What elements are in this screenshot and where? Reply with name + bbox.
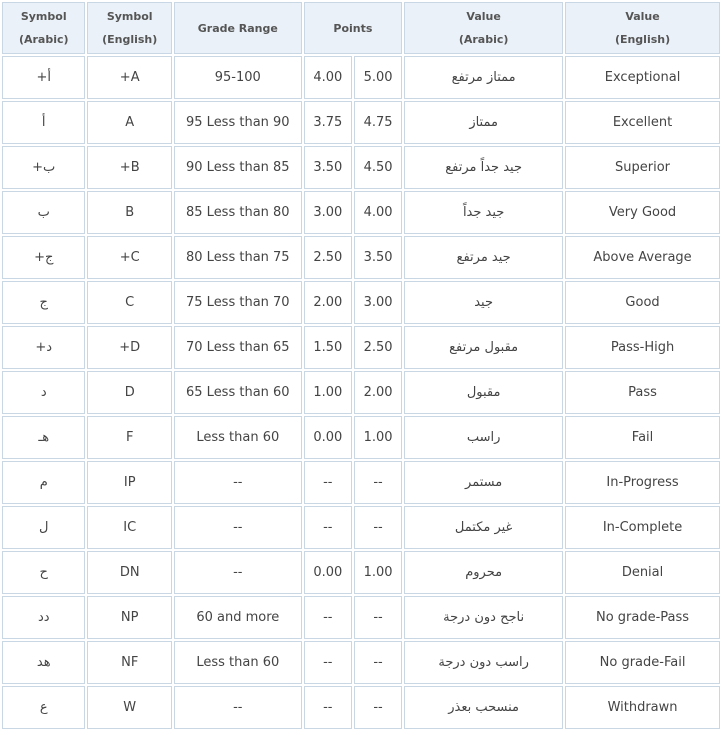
symbol-arabic-cell: د <box>2 371 85 414</box>
value-arabic-cell: مقبول <box>404 371 563 414</box>
points-cell-2: 2.50 <box>354 326 402 369</box>
symbol-arabic-cell: ب <box>2 191 85 234</box>
points-cell-2: 1.00 <box>354 551 402 594</box>
grade-range-cell: 95 Less than 90 <box>174 101 302 144</box>
symbol-arabic-cell: ح <box>2 551 85 594</box>
points-cell-1: 2.00 <box>304 281 352 324</box>
points-cell-2: 4.75 <box>354 101 402 144</box>
points-cell-2: 3.00 <box>354 281 402 324</box>
symbol-arabic-cell: هـ <box>2 416 85 459</box>
table-row <box>2 191 720 234</box>
value-english-cell: Withdrawn <box>565 686 720 729</box>
grade-range-cell: 85 Less than 80 <box>174 191 302 234</box>
points-cell-1: -- <box>304 596 352 639</box>
grade-range-cell: -- <box>174 461 302 504</box>
symbol-arabic-cell: ل <box>2 506 85 549</box>
grade-range-cell: 60 and more <box>174 596 302 639</box>
table-row <box>2 281 720 324</box>
points-cell-2: -- <box>354 506 402 549</box>
value-english-cell: In-Progress <box>565 461 720 504</box>
grade-range-cell: Less than 60 <box>174 416 302 459</box>
value-english-cell: No grade-Pass <box>565 596 720 639</box>
points-cell-1: -- <box>304 461 352 504</box>
points-cell-1: 4.00 <box>304 56 352 99</box>
table-row <box>2 236 720 279</box>
symbol-english-cell: +B <box>87 146 171 189</box>
grade-range-cell: -- <box>174 686 302 729</box>
symbol-english-cell: IC <box>87 506 171 549</box>
symbol-english-cell: F <box>87 416 171 459</box>
grade-range-cell: Less than 60 <box>174 641 302 684</box>
points-cell-1: 1.00 <box>304 371 352 414</box>
value-english-cell: Good <box>565 281 720 324</box>
points-cell-2: -- <box>354 461 402 504</box>
grade-range-cell: 65 Less than 60 <box>174 371 302 414</box>
grade-range-cell: 90 Less than 85 <box>174 146 302 189</box>
table-row <box>2 596 720 639</box>
value-arabic-cell: منسحب بعذر <box>404 686 563 729</box>
value-arabic-cell: جيد جداً <box>404 191 563 234</box>
symbol-english-cell: NP <box>87 596 171 639</box>
symbol-arabic-cell: ج+ <box>2 236 85 279</box>
symbol-english-cell: D <box>87 371 171 414</box>
table-row <box>2 101 720 144</box>
points-cell-2: 4.50 <box>354 146 402 189</box>
value-english-cell: Pass-High <box>565 326 720 369</box>
header-points: Points <box>304 2 403 54</box>
table-row <box>2 326 720 369</box>
table-row <box>2 551 720 594</box>
symbol-english-cell: A <box>87 101 171 144</box>
points-cell-1: -- <box>304 641 352 684</box>
value-arabic-cell: ممتاز <box>404 101 563 144</box>
value-arabic-cell: مقبول مرتفع <box>404 326 563 369</box>
value-arabic-cell: غير مكتمل <box>404 506 563 549</box>
symbol-arabic-cell: ب+ <box>2 146 85 189</box>
symbol-english-cell: +C <box>87 236 171 279</box>
header-symbol-arabic-line1: Symbol <box>20 10 67 23</box>
grade-range-cell: -- <box>174 551 302 594</box>
points-cell-1: 3.50 <box>304 146 352 189</box>
points-cell-1: 1.50 <box>304 326 352 369</box>
symbol-arabic-cell: ج <box>2 281 85 324</box>
points-cell-2: 3.50 <box>354 236 402 279</box>
symbol-english-cell: +D <box>87 326 171 369</box>
header-row <box>2 2 720 54</box>
table-row <box>2 146 720 189</box>
value-arabic-cell: ناجح دون درجة <box>404 596 563 639</box>
symbol-arabic-cell: ع <box>2 686 85 729</box>
symbol-english-cell: W <box>87 686 171 729</box>
header-symbol-english <box>87 2 171 54</box>
header-value-english-line2: (English) <box>614 33 671 46</box>
symbol-english-cell: +A <box>87 56 171 99</box>
symbol-english-cell: DN <box>87 551 171 594</box>
symbol-arabic-cell: أ+ <box>2 56 85 99</box>
points-cell-1: 3.75 <box>304 101 352 144</box>
symbol-english-cell: B <box>87 191 171 234</box>
table-row <box>2 371 720 414</box>
points-cell-1: 3.00 <box>304 191 352 234</box>
value-arabic-cell: مستمر <box>404 461 563 504</box>
header-value-arabic-line1: Value <box>466 10 501 23</box>
value-arabic-cell: جيد مرتفع <box>404 236 563 279</box>
value-english-cell: Fail <box>565 416 720 459</box>
table-row <box>2 461 720 504</box>
symbol-english-cell: IP <box>87 461 171 504</box>
header-value-english <box>565 2 720 54</box>
table-row <box>2 56 720 99</box>
points-cell-2: -- <box>354 596 402 639</box>
value-arabic-cell: جيد <box>404 281 563 324</box>
value-english-cell: Above Average <box>565 236 720 279</box>
value-english-cell: Excellent <box>565 101 720 144</box>
table-row <box>2 416 720 459</box>
symbol-english-cell: NF <box>87 641 171 684</box>
value-arabic-cell: راسب <box>404 416 563 459</box>
header-symbol-arabic-line2: (Arabic) <box>18 33 69 46</box>
header-grade-range: Grade Range <box>174 2 302 54</box>
points-cell-2: -- <box>354 686 402 729</box>
value-english-cell: Superior <box>565 146 720 189</box>
header-value-english-line1: Value <box>625 10 660 23</box>
value-english-cell: No grade-Fail <box>565 641 720 684</box>
value-english-cell: In-Complete <box>565 506 720 549</box>
points-cell-1: 0.00 <box>304 551 352 594</box>
points-cell-2: 4.00 <box>354 191 402 234</box>
header-symbol-english-line1: Symbol <box>106 10 153 23</box>
header-symbol-english-line2: (English) <box>102 33 158 46</box>
grade-range-cell: 95-100 <box>174 56 302 99</box>
value-english-cell: Denial <box>565 551 720 594</box>
symbol-arabic-cell: أ <box>2 101 85 144</box>
points-cell-2: 2.00 <box>354 371 402 414</box>
grade-range-cell: 75 Less than 70 <box>174 281 302 324</box>
value-arabic-cell: ممتاز مرتفع <box>404 56 563 99</box>
grade-range-cell: 70 Less than 65 <box>174 326 302 369</box>
table-row <box>2 506 720 549</box>
value-english-cell: Pass <box>565 371 720 414</box>
value-arabic-cell: جيد جداً مرتفع <box>404 146 563 189</box>
header-value-arabic <box>404 2 563 54</box>
value-english-cell: Very Good <box>565 191 720 234</box>
header-value-arabic-line2: (Arabic) <box>458 33 509 46</box>
symbol-english-cell: C <box>87 281 171 324</box>
table-row <box>2 641 720 684</box>
grade-range-cell: 80 Less than 75 <box>174 236 302 279</box>
table-row <box>2 686 720 729</box>
header-symbol-arabic <box>2 2 85 54</box>
points-cell-1: -- <box>304 686 352 729</box>
points-cell-2: -- <box>354 641 402 684</box>
points-cell-1: 0.00 <box>304 416 352 459</box>
symbol-arabic-cell: دد <box>2 596 85 639</box>
value-arabic-cell: راسب دون درجة <box>404 641 563 684</box>
symbol-arabic-cell: د+ <box>2 326 85 369</box>
points-cell-2: 5.00 <box>354 56 402 99</box>
grade-range-cell: -- <box>174 506 302 549</box>
points-cell-2: 1.00 <box>354 416 402 459</box>
value-english-cell: Exceptional <box>565 56 720 99</box>
points-cell-1: 2.50 <box>304 236 352 279</box>
symbol-arabic-cell: هد <box>2 641 85 684</box>
points-cell-1: -- <box>304 506 352 549</box>
value-arabic-cell: محروم <box>404 551 563 594</box>
symbol-arabic-cell: م <box>2 461 85 504</box>
